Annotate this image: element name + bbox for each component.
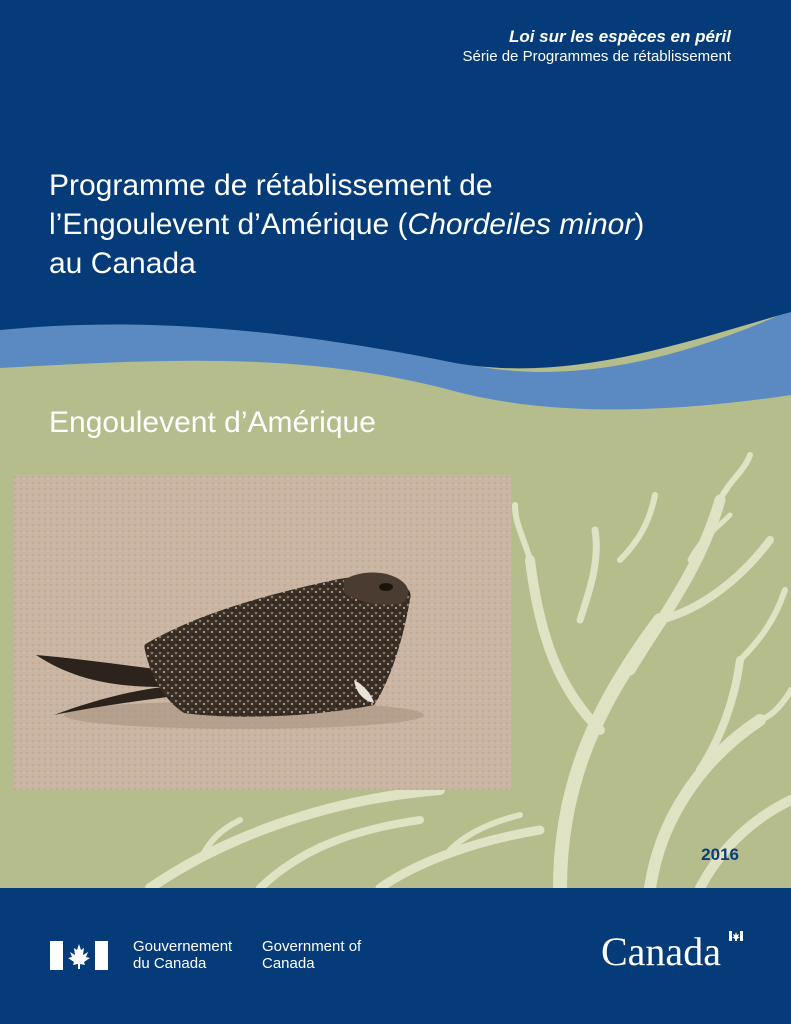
government-signature-french: Gouvernement du Canada	[133, 938, 233, 972]
species-common-name: Engoulevent d’Amérique	[49, 406, 376, 439]
document-title	[49, 166, 749, 283]
act-title: Loi sur les espèces en péril	[508, 27, 731, 46]
title-line-1: Programme de rétablissement de	[49, 169, 493, 202]
publication-year: 2016	[701, 845, 739, 864]
title-line-2-suffix: )	[634, 208, 645, 241]
series-subtitle: Série de Programmes de rétablissement	[462, 48, 731, 65]
bird-photo	[14, 475, 511, 790]
title-line-2-prefix: l’Engoulevent d’Amérique (	[49, 208, 408, 241]
series-header	[463, 27, 731, 66]
canada-flag-icon	[50, 941, 108, 970]
wordmark-flag-icon	[729, 931, 743, 941]
canada-wordmark: Canada	[601, 929, 721, 974]
bird-eye	[379, 583, 393, 591]
species-scientific-name: Chordeiles minor	[407, 208, 635, 241]
title-line-3: au Canada	[49, 247, 196, 280]
government-signature-english: Government of Canada	[262, 938, 362, 972]
title-line-2	[49, 205, 749, 244]
